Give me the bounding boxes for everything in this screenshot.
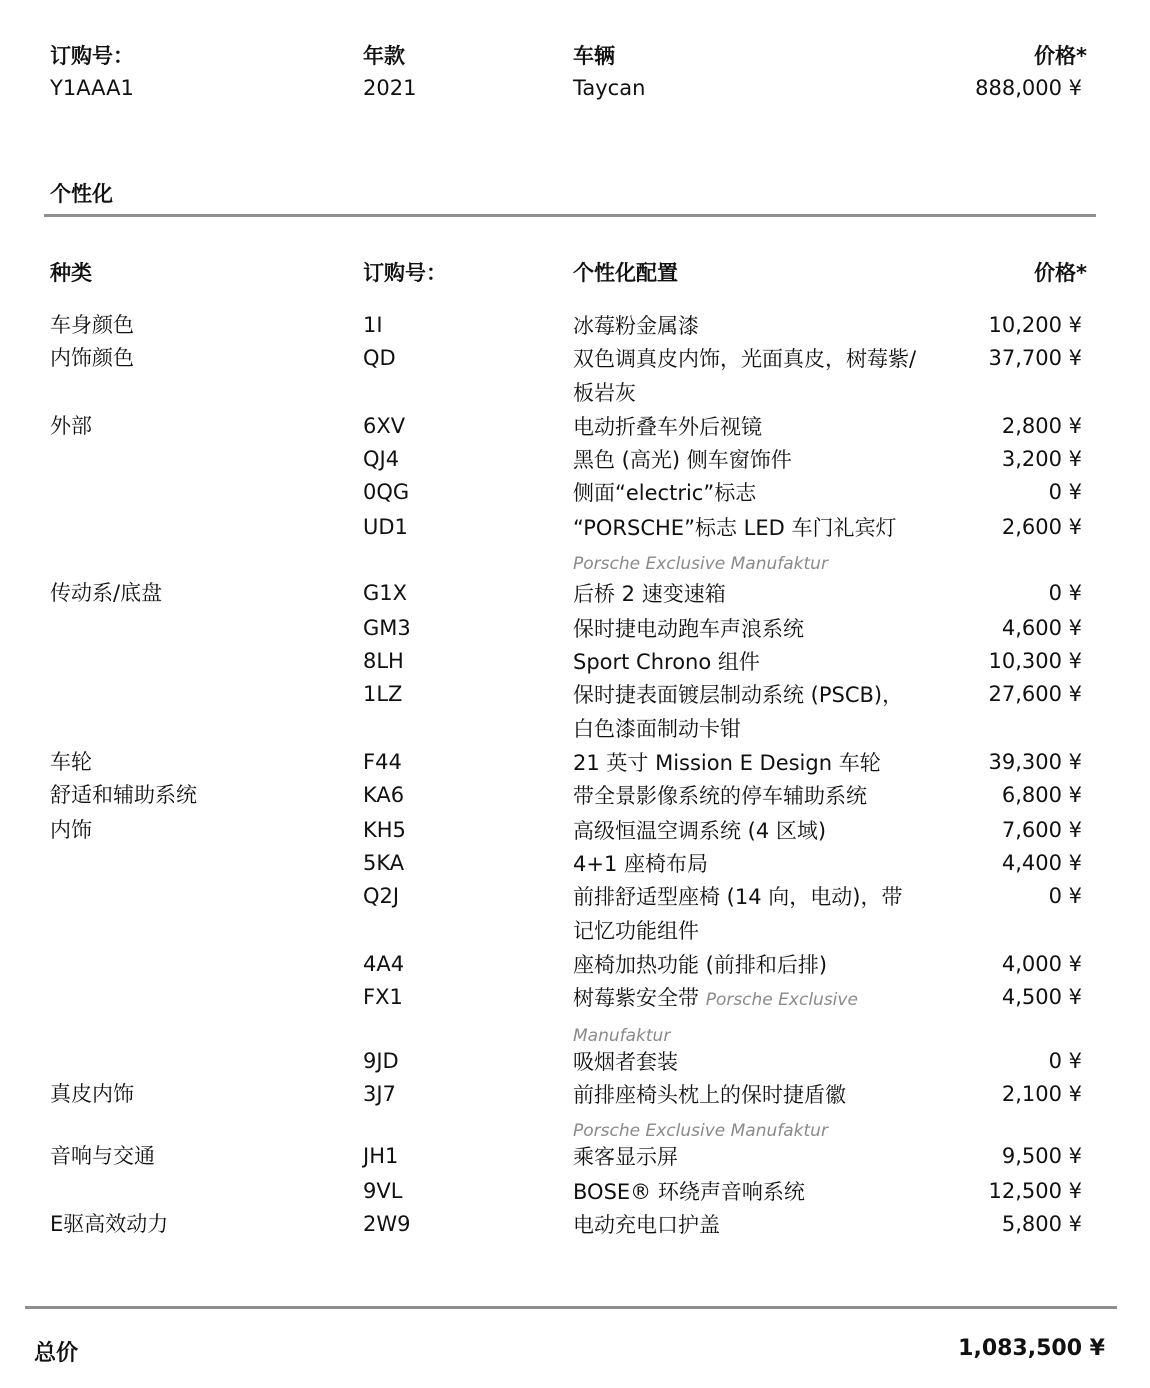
row-price: 0 ¥ [1048, 581, 1082, 605]
row-code: F44 [363, 750, 402, 774]
vehicle-label: 车辆 [573, 44, 615, 68]
row-price: 4,600 ¥ [1001, 616, 1082, 640]
row-category: 音响与交通 [50, 1144, 155, 1168]
row-price: 0 ¥ [1048, 1049, 1082, 1073]
row-description [573, 948, 918, 982]
row-price: 2,600 ¥ [1001, 515, 1082, 539]
row-description-text: 带全景影像系统的停车辅助系统 [573, 784, 867, 808]
row-description [573, 1140, 918, 1174]
row-description-text: 后桥 2 速变速箱 [573, 582, 726, 606]
row-code: KH5 [363, 818, 406, 842]
row-price: 27,600 ¥ [988, 682, 1082, 706]
row-code: QJ4 [363, 447, 400, 471]
row-price: 2,800 ¥ [1001, 414, 1082, 438]
row-description [573, 511, 918, 581]
row-code: 9JD [363, 1049, 399, 1073]
row-description-text: 保时捷表面镀层制动系统 (PSCB)，白色漆面制动卡钳 [573, 683, 904, 741]
row-description-text: 黑色 (高光) 侧车窗饰件 [573, 448, 792, 472]
row-description-text: 电动充电口护盖 [573, 1213, 720, 1237]
row-description-text: 冰莓粉金属漆 [573, 314, 699, 338]
section-divider [44, 214, 1096, 217]
row-description [573, 309, 918, 343]
row-category: 真皮内饰 [50, 1082, 134, 1106]
row-description [573, 1208, 918, 1242]
row-code: 6XV [363, 414, 406, 438]
header-code: 订购号： [363, 261, 447, 285]
row-category: 传动系/底盘 [50, 581, 163, 605]
row-description-text: 高级恒温空调系统 (4 区域) [573, 819, 827, 843]
row-code: 3J7 [363, 1082, 396, 1106]
row-price: 10,200 ¥ [988, 313, 1082, 337]
row-description [573, 779, 918, 813]
manufaktur-note: Porsche Exclusive Manufaktur [573, 990, 858, 1046]
vehicle-value: Taycan [573, 76, 646, 100]
row-description-text: 乘客显示屏 [573, 1145, 678, 1169]
row-code: 0QG [363, 480, 410, 504]
row-description [573, 1078, 918, 1148]
price-label: 价格* [1034, 44, 1087, 68]
row-category: E驱高效动力 [50, 1212, 169, 1236]
total-value: 1,083,500 ¥ [958, 1336, 1105, 1361]
header-price: 价格* [1034, 261, 1087, 285]
row-code: 2W9 [363, 1212, 411, 1236]
header-category: 种类 [50, 261, 92, 285]
row-description [573, 847, 918, 881]
row-price: 12,500 ¥ [988, 1179, 1082, 1203]
manufaktur-note: Porsche Exclusive Manufaktur [573, 1121, 828, 1141]
section-title: 个性化 [50, 182, 113, 206]
row-code: FX1 [363, 985, 403, 1009]
row-category: 内饰颜色 [50, 346, 134, 370]
row-description-text: “PORSCHE”标志 LED 车门礼宾灯 [573, 516, 897, 540]
row-price: 5,800 ¥ [1001, 1212, 1082, 1236]
row-price: 37,700 ¥ [988, 346, 1082, 370]
row-description [573, 410, 918, 444]
row-description-text: 电动折叠车外后视镜 [573, 415, 762, 439]
row-description-text: 前排座椅头枕上的保时捷盾徽 [573, 1083, 846, 1107]
row-price: 9,500 ¥ [1001, 1144, 1082, 1168]
row-code: 1I [363, 313, 383, 337]
row-code: G1X [363, 581, 408, 605]
row-description [573, 981, 893, 1053]
row-price: 2,100 ¥ [1001, 1082, 1082, 1106]
row-description-text: 前排舒适型座椅 (14 向，电动)，带记忆功能组件 [573, 885, 903, 943]
row-code: KA6 [363, 783, 405, 807]
row-category: 车身颜色 [50, 313, 134, 337]
row-price: 39,300 ¥ [988, 750, 1082, 774]
row-description [573, 1175, 918, 1209]
row-code: 5KA [363, 851, 405, 875]
row-description-text: 侧面“electric”标志 [573, 481, 757, 505]
row-description [573, 342, 918, 410]
row-price: 7,600 ¥ [1001, 818, 1082, 842]
row-description-text: 4+1 座椅布局 [573, 852, 708, 876]
row-code: 1LZ [363, 682, 403, 706]
row-description-text: 保时捷电动跑车声浪系统 [573, 617, 804, 641]
row-price: 6,800 ¥ [1001, 783, 1082, 807]
row-description-text: 21 英寸 Mission E Design 车轮 [573, 751, 881, 775]
order-number-label: 订购号： [50, 44, 134, 68]
row-category: 外部 [50, 414, 92, 438]
row-description [573, 1045, 918, 1079]
row-code: 9VL [363, 1179, 403, 1203]
row-code: GM3 [363, 616, 411, 640]
model-year-value: 2021 [363, 76, 417, 100]
row-code: QD [363, 346, 396, 370]
row-description [573, 645, 918, 679]
row-code: UD1 [363, 515, 408, 539]
row-description-text: BOSE® 环绕声音响系统 [573, 1180, 805, 1204]
row-description-text: 树莓紫安全带 [573, 986, 699, 1010]
row-description [573, 612, 918, 646]
row-description [573, 577, 918, 611]
row-description-text: 双色调真皮内饰，光面真皮，树莓紫/板岩灰 [573, 347, 917, 405]
total-divider [25, 1306, 1117, 1309]
header-config: 个性化配置 [573, 261, 678, 285]
manufaktur-note: Porsche Exclusive Manufaktur [573, 554, 828, 574]
row-description [573, 678, 918, 746]
row-code: 4A4 [363, 952, 405, 976]
row-description [573, 476, 918, 510]
row-code: JH1 [363, 1144, 399, 1168]
row-category: 内饰 [50, 818, 92, 842]
row-description-text: 座椅加热功能 (前排和后排) [573, 953, 828, 977]
row-code: Q2J [363, 884, 400, 908]
row-price: 4,000 ¥ [1001, 952, 1082, 976]
base-price-value: 888,000 ¥ [975, 76, 1082, 100]
row-category: 车轮 [50, 750, 92, 774]
total-label: 总价 [34, 1341, 79, 1366]
row-description [573, 814, 918, 848]
row-price: 10,300 ¥ [988, 649, 1082, 673]
row-description-text: 吸烟者套装 [573, 1050, 678, 1074]
row-price: 0 ¥ [1048, 884, 1082, 908]
row-code: 8LH [363, 649, 404, 673]
row-price: 4,400 ¥ [1001, 851, 1082, 875]
order-number-value: Y1AAA1 [50, 76, 134, 100]
row-description [573, 746, 918, 780]
row-price: 0 ¥ [1048, 480, 1082, 504]
row-description [573, 880, 918, 948]
row-description [573, 443, 918, 477]
row-category: 舒适和辅助系统 [50, 783, 197, 807]
row-description-text: Sport Chrono 组件 [573, 650, 760, 674]
model-year-label: 年款 [363, 44, 405, 68]
row-price: 4,500 ¥ [1001, 985, 1082, 1009]
row-price: 3,200 ¥ [1001, 447, 1082, 471]
